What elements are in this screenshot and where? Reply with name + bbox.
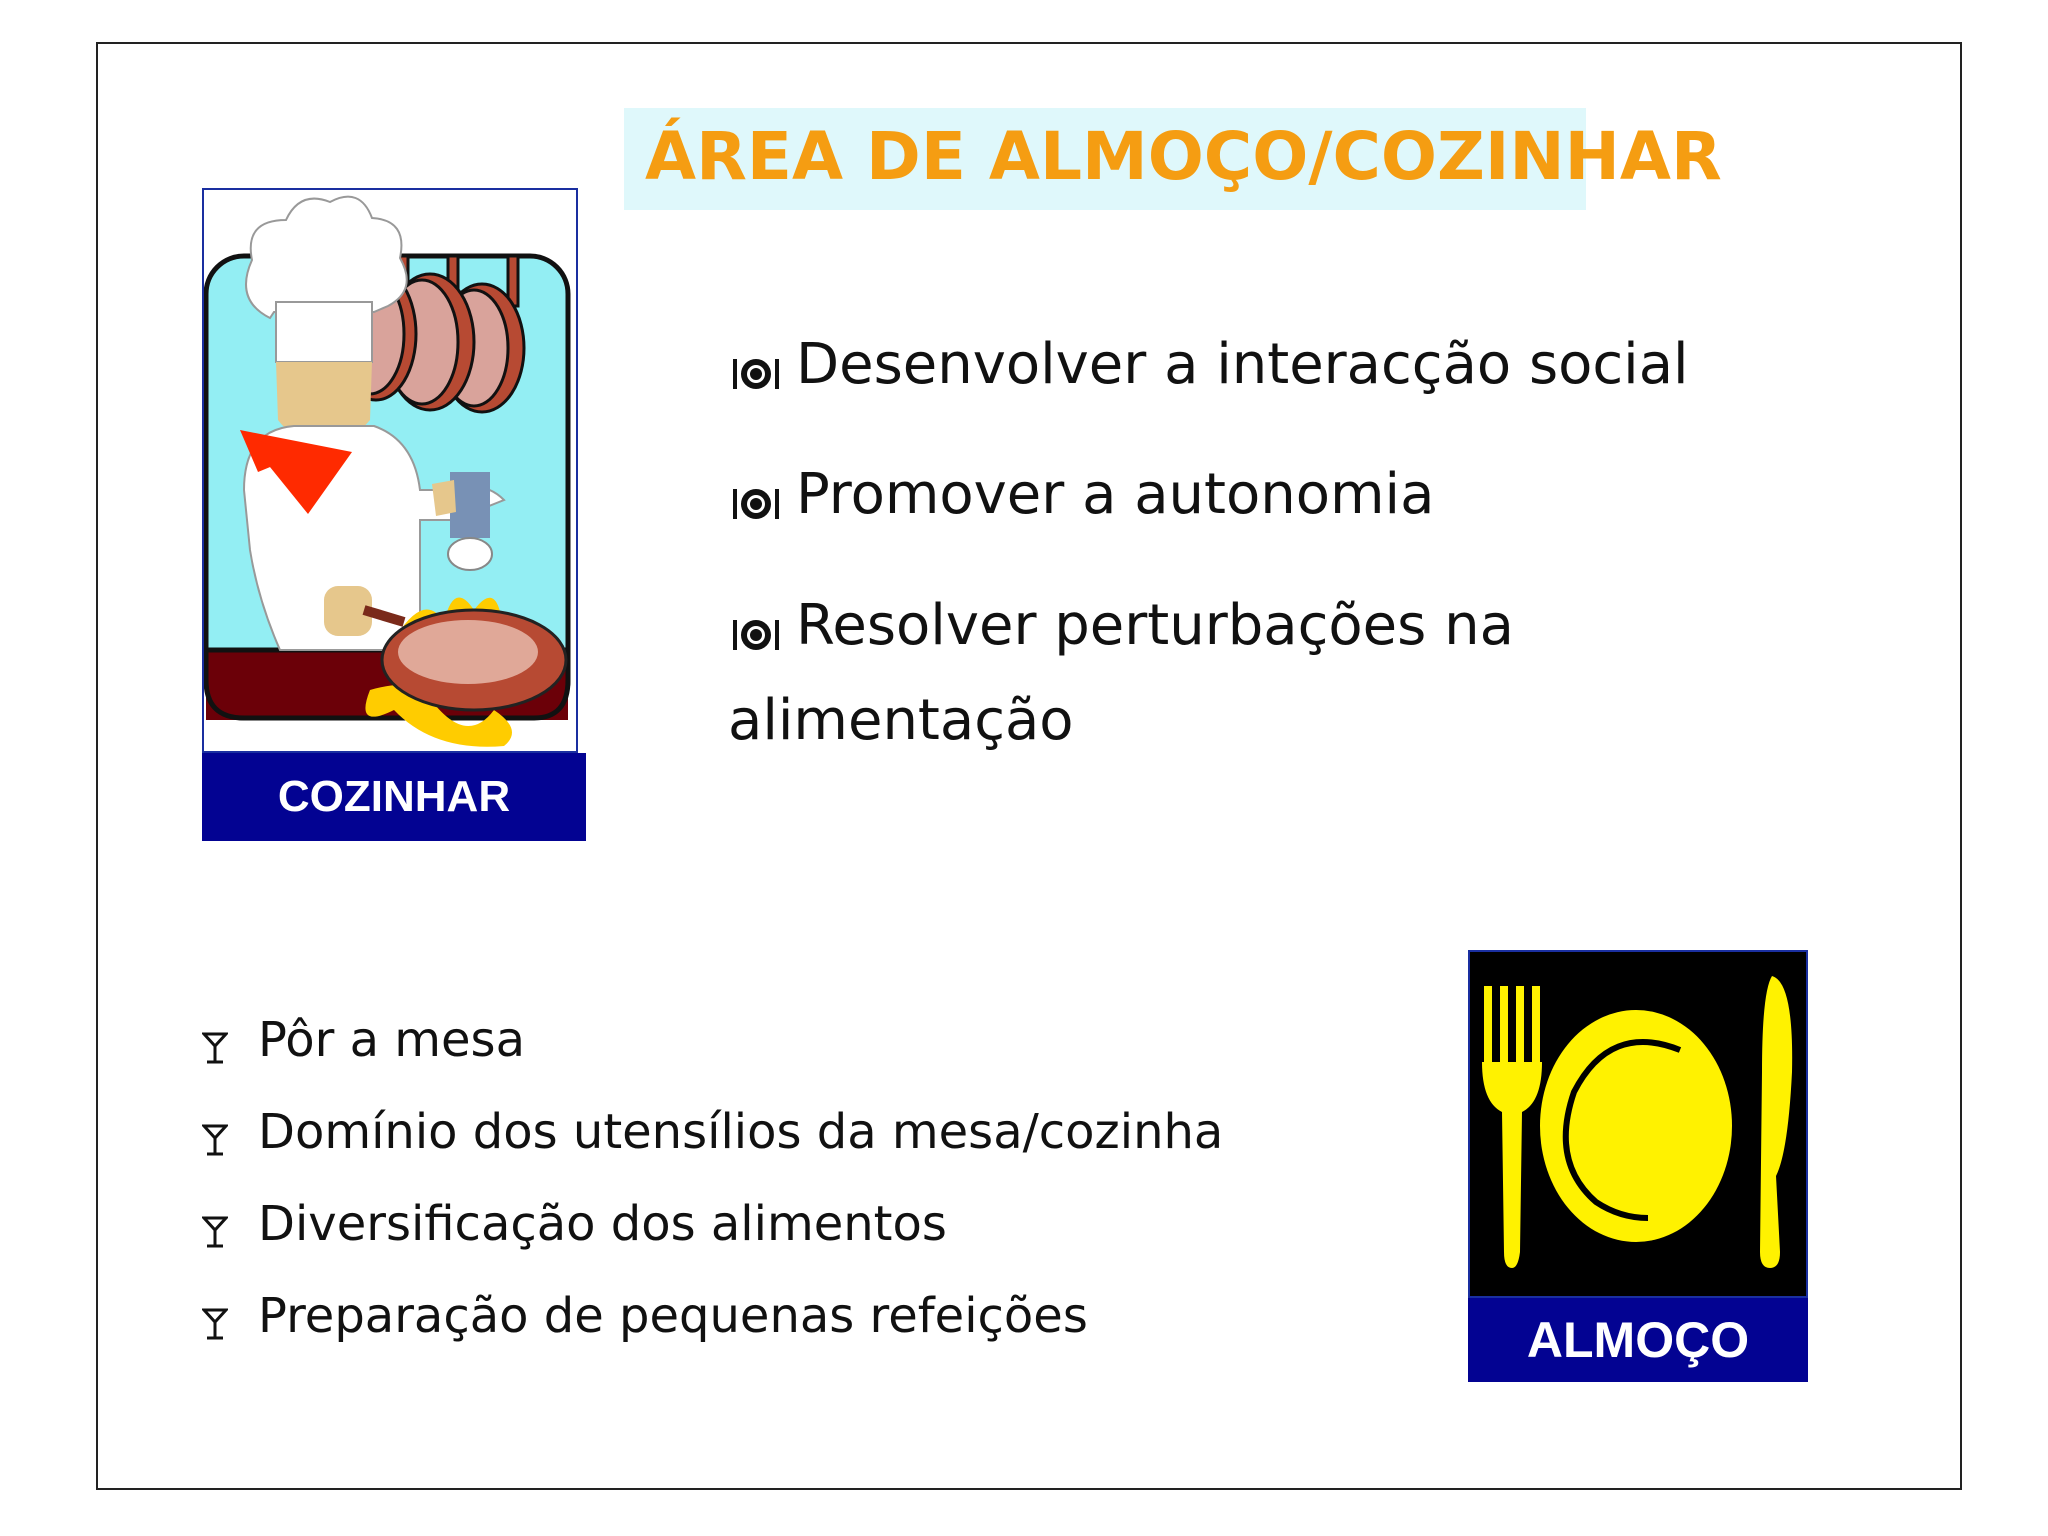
cocktail-glass-icon bbox=[202, 1298, 228, 1334]
task-text: Diversificação dos alimentos bbox=[258, 1196, 947, 1252]
plate-with-cutlery-icon bbox=[730, 605, 782, 647]
plate-with-cutlery-icon bbox=[730, 474, 782, 516]
plate-with-cutlery-icon bbox=[730, 344, 782, 386]
lunch-illustration bbox=[1468, 950, 1808, 1298]
cocktail-glass-icon bbox=[202, 1022, 228, 1058]
goal-text-continuation: alimentação bbox=[728, 688, 1074, 753]
task-item bbox=[202, 1012, 525, 1068]
almoco-label: ALMOÇO bbox=[1468, 1298, 1808, 1382]
plate-fork-knife-icon bbox=[1470, 952, 1806, 1296]
goal-text: Resolver perturbações na bbox=[796, 593, 1514, 658]
goal-text: Promover a autonomia bbox=[796, 462, 1435, 527]
task-item bbox=[202, 1288, 1088, 1344]
task-text: Domínio dos utensílios da mesa/cozinha bbox=[258, 1104, 1224, 1160]
goal-text: Desenvolver a interacção social bbox=[796, 332, 1689, 397]
task-item bbox=[202, 1104, 1223, 1160]
cocktail-glass-icon bbox=[202, 1114, 228, 1150]
page-title: ÁREA DE ALMOÇO/COZINHAR bbox=[645, 118, 1722, 195]
cooking-illustration bbox=[202, 188, 578, 753]
goal-item bbox=[730, 332, 1689, 397]
goal-item bbox=[730, 462, 1434, 527]
chef-cooking-icon bbox=[204, 190, 576, 751]
cozinhar-label: COZINHAR bbox=[202, 753, 586, 841]
goal-item bbox=[730, 593, 1514, 658]
task-text: Pôr a mesa bbox=[258, 1012, 525, 1068]
cocktail-glass-icon bbox=[202, 1206, 228, 1242]
task-item bbox=[202, 1196, 947, 1252]
task-text: Preparação de pequenas refeições bbox=[258, 1288, 1088, 1344]
